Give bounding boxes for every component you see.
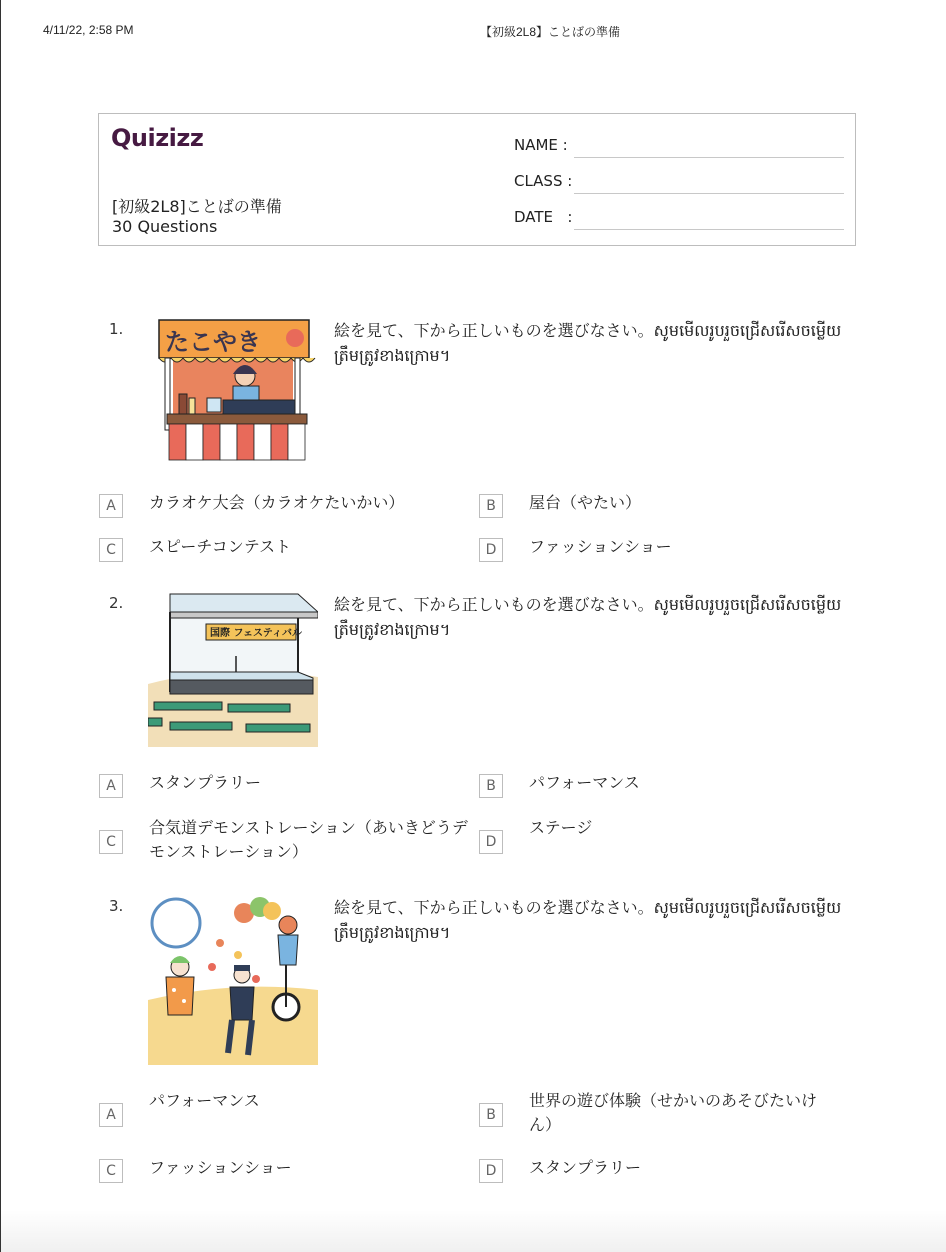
option-label: スピーチコンテスト [149,537,292,556]
option-letter: B [479,774,503,798]
question-number: 3. [109,897,124,915]
option-letter: B [479,1103,503,1127]
option-letter: C [99,830,123,854]
quiz-title: [初級2L8]ことばの準備 [112,197,282,216]
question-text: 絵を見て、下から正しいものを選びなさい。សូមមើលរូបរួចជ្រើសរើសចម្លើយត្រឹមត្រូវខាងក្រោម។ [334,898,842,942]
print-datetime: 4/11/22, 2:58 PM [43,23,134,37]
option-label: ファッションショー [149,1158,292,1177]
question-count: 30 Questions [112,217,218,236]
svg-text:国際 フェスティバル: 国際 フェスティバル [210,628,302,639]
option-label: 屋台（やたい） [529,493,642,512]
page-left-border [0,0,1,1252]
option-letter: A [99,1103,123,1127]
date-line [574,229,844,230]
option-letter: A [99,774,123,798]
option-label: ステージ [529,818,593,837]
quiz-info-box [98,113,856,246]
date-label: DATE : [514,208,573,226]
quizizz-logo: Quizizz [111,124,204,152]
question-number: 1. [109,320,124,338]
circus-performers-image [148,895,318,1065]
name-label: NAME : [514,136,568,154]
option-letter: D [479,538,503,562]
question-text: 絵を見て、下から正しいものを選びなさい。សូមមើលរូបរួចជ្រើសរើសចម្លើយត្រឹមត្រូវខាងក្រោម។ [334,595,842,639]
option-label: スタンプラリー [149,773,262,792]
svg-text:たこやき: たこやき [165,328,261,356]
option-letter: D [479,830,503,854]
class-field[interactable] [514,172,572,190]
question-text: 絵を見て、下から正しいものを選びなさい。សូមមើលរូបរួចជ្រើសរើសចម្លើយត្រឹមត្រូវខាងក្រោម។ [334,321,842,365]
option-label: スタンプラリー [529,1158,642,1177]
festival-stage-image [148,592,318,747]
option-label: 世界の遊び体験（せかいのあそびたいけん） [529,1091,818,1134]
option-label: ファッションショー [529,537,672,556]
option-letter: D [479,1159,503,1183]
name-line [574,157,844,158]
option-letter: C [99,1159,123,1183]
takoyaki-stall-image [148,318,318,463]
option-letter: A [99,494,123,518]
class-label: CLASS : [514,172,573,190]
name-field[interactable] [514,136,568,154]
option-label: 合気道デモンストレーション（あいきどうデモンストレーション） [149,818,468,861]
date-field[interactable] [514,208,572,226]
class-line [574,193,844,194]
option-label: パフォーマンス [149,1091,260,1110]
print-title: 【初級2L8】ことばの準備 [480,25,621,39]
option-label: パフォーマンス [529,773,640,792]
option-label: カラオケ大会（カラオケたいかい） [149,493,405,512]
option-letter: C [99,538,123,562]
question-number: 2. [109,594,124,612]
option-letter: B [479,494,503,518]
